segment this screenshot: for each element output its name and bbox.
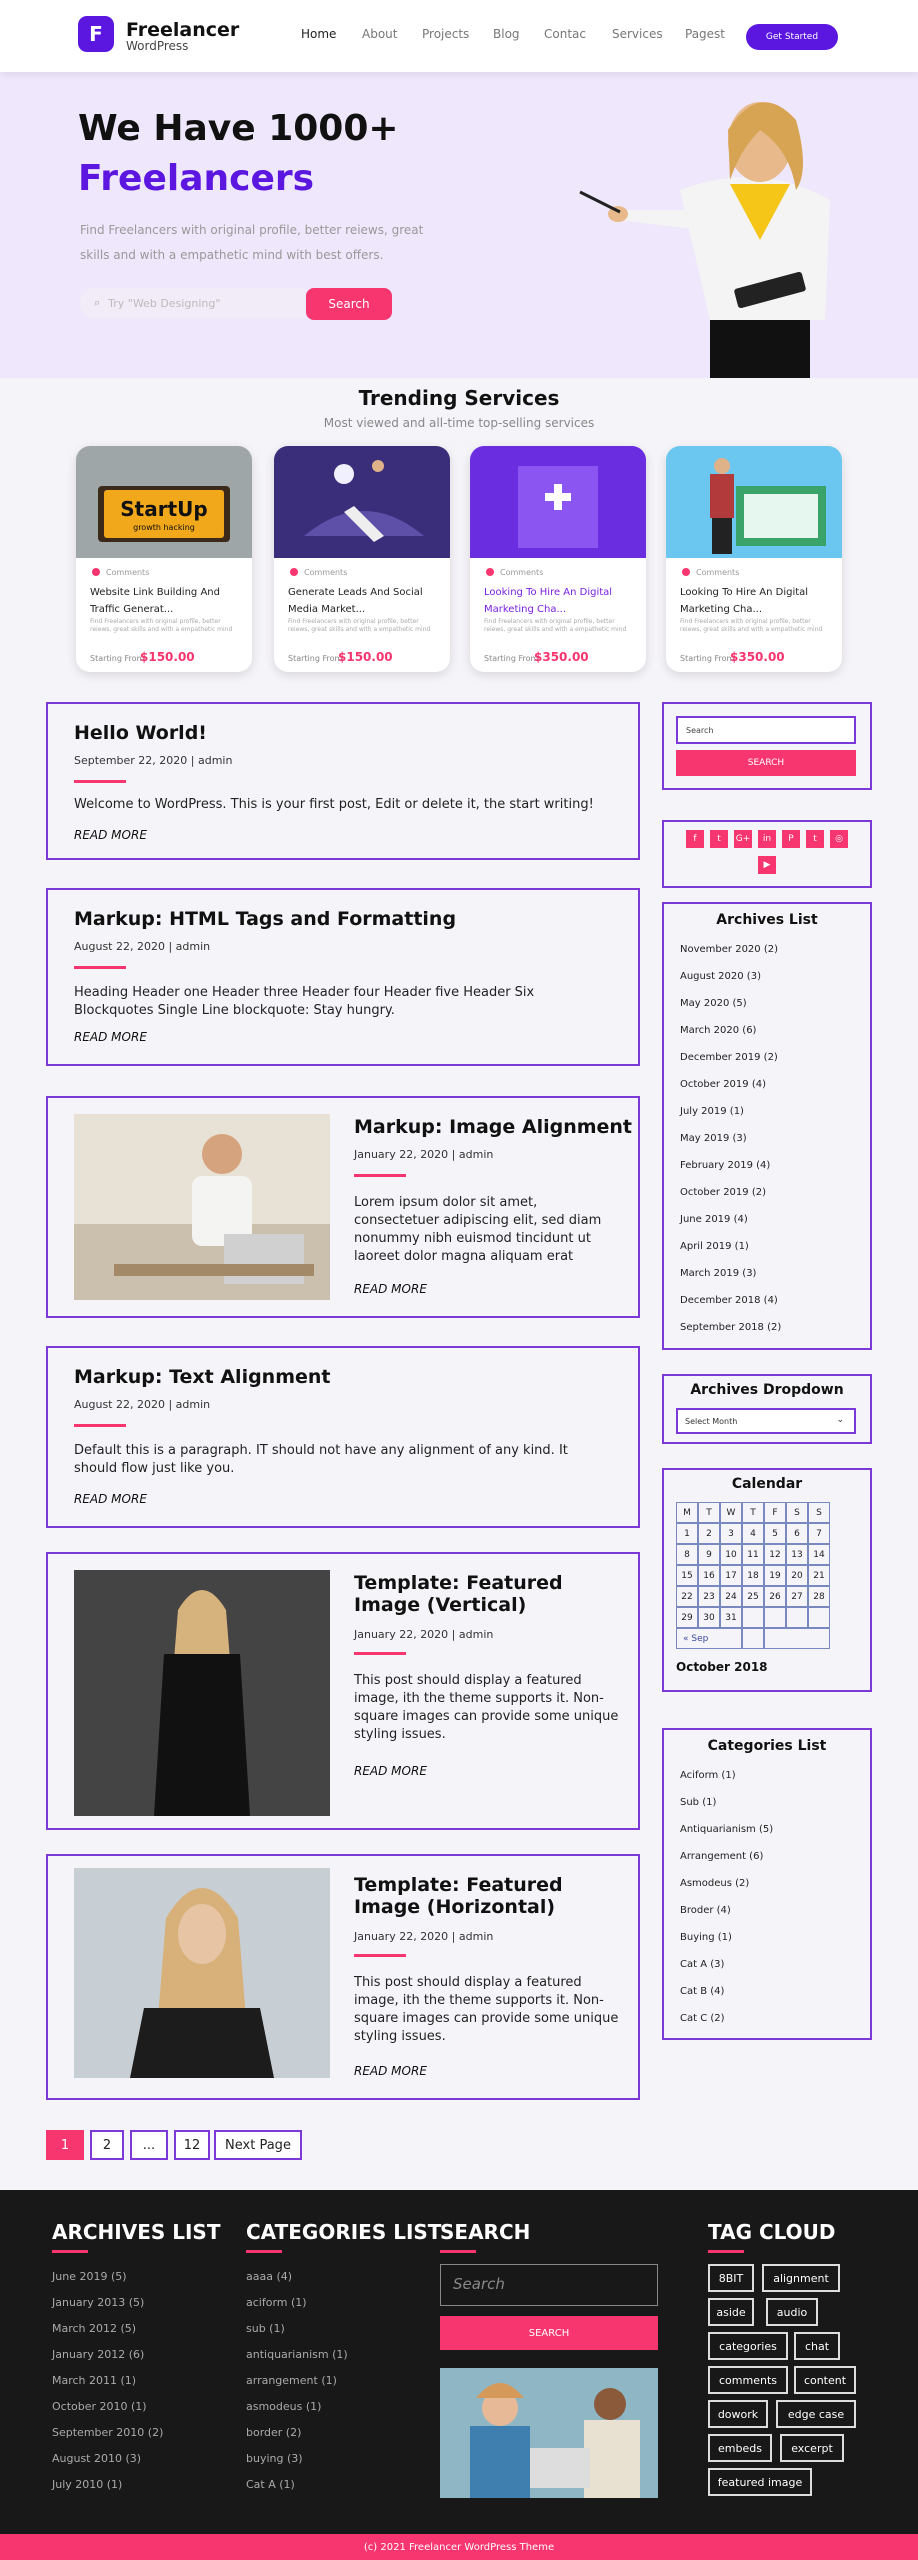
service-card[interactable] xyxy=(76,446,252,672)
post-meta: August 22, 2020 | admin xyxy=(74,1398,211,1411)
hero-title-highlight: Freelancers xyxy=(78,158,315,199)
calendar-day: 6 xyxy=(786,1523,808,1544)
card-title[interactable]: Generate Leads And Social Media Market... xyxy=(288,587,423,615)
site-header xyxy=(0,0,918,72)
footer-category-link[interactable]: antiquarianism (1) xyxy=(246,2348,348,2361)
trending-title: Trending Services xyxy=(358,386,560,410)
calendar-day: 31 xyxy=(720,1607,742,1628)
search-widget xyxy=(662,702,872,790)
read-more-link[interactable]: READ MORE xyxy=(74,1030,147,1044)
nav-home[interactable]: Home xyxy=(301,27,337,41)
twitter-icon[interactable]: t xyxy=(710,830,728,848)
archives-select-value: Select Month xyxy=(685,1417,738,1426)
calendar-day-header: F xyxy=(764,1502,786,1523)
category-link[interactable]: Arrangement (6) xyxy=(680,1851,764,1862)
archive-link[interactable]: October 2019 (2) xyxy=(680,1187,766,1198)
calendar-day xyxy=(742,1607,764,1628)
calendar-day: 27 xyxy=(786,1586,808,1607)
footer-archive-link[interactable]: September 2010 (2) xyxy=(52,2426,164,2439)
post-divider xyxy=(354,1652,406,1655)
calendar-day: 12 xyxy=(764,1544,786,1565)
card-description: Find Freelancers with original profile, better reiews, great skills and with a empathetic mind xyxy=(680,618,823,633)
footer-archive-link[interactable]: January 2012 (6) xyxy=(52,2348,145,2361)
linkedin-icon[interactable]: in xyxy=(758,830,776,848)
service-card[interactable] xyxy=(274,446,450,672)
post-excerpt: Lorem ipsum dolor sit amet, consectetuer adipiscing elit, sed diam nonummy nibh euismod tincidunt ut laoreet dolor magna aliquam erat xyxy=(354,1195,602,1264)
calendar-day xyxy=(808,1607,830,1628)
calendar-day: 13 xyxy=(786,1544,808,1565)
post-title[interactable]: Hello World! xyxy=(74,722,207,744)
post-title[interactable]: Markup: Image Alignment xyxy=(354,1116,633,1138)
hero-title: We Have 1000+ xyxy=(78,108,399,149)
tag-link[interactable]: audio xyxy=(766,2298,818,2326)
categories-widget xyxy=(662,1728,872,2040)
brand-name[interactable]: Freelancer xyxy=(126,19,240,41)
post-divider xyxy=(74,1424,126,1427)
read-more-link[interactable]: READ MORE xyxy=(74,1492,147,1506)
calendar-day: 8 xyxy=(676,1544,698,1565)
facebook-icon[interactable]: f xyxy=(686,830,704,848)
tag-link[interactable]: embeds xyxy=(708,2434,772,2462)
calendar-day xyxy=(786,1607,808,1628)
businessman-image xyxy=(666,446,842,558)
calendar-month: October 2018 xyxy=(676,1660,768,1674)
nav-projects[interactable]: Projects xyxy=(422,27,470,41)
page-1[interactable]: 1 xyxy=(46,2130,84,2160)
footer-archive-link[interactable]: January 2013 (5) xyxy=(52,2296,145,2309)
calendar-day: 26 xyxy=(764,1586,786,1607)
youtube-icon[interactable]: ▶ xyxy=(758,856,776,874)
man-laptop-image xyxy=(74,1114,330,1300)
archive-link[interactable]: July 2019 (1) xyxy=(680,1106,744,1117)
calendar-day-header: S xyxy=(786,1502,808,1523)
post-divider xyxy=(354,1174,406,1177)
trending-subtitle: Most viewed and all-time top-selling services xyxy=(323,416,595,430)
calendar-day-header: M xyxy=(676,1502,698,1523)
calendar-day: 3 xyxy=(720,1523,742,1544)
service-card[interactable] xyxy=(470,446,646,672)
category-link[interactable]: Antiquarianism (5) xyxy=(680,1824,774,1835)
card-price: $350.00 xyxy=(730,650,785,664)
card-title[interactable]: Website Link Building And Traffic Generat... xyxy=(90,587,220,615)
calendar-day: 21 xyxy=(808,1565,830,1586)
archive-link[interactable]: September 2018 (2) xyxy=(680,1322,782,1333)
sidebar-search-button[interactable]: SEARCH xyxy=(676,750,856,776)
archives-title: Archives List xyxy=(716,912,818,928)
card-comments: Comments xyxy=(92,568,149,577)
startup-sign-sub: growth hacking xyxy=(133,523,195,532)
categories-title: Categories List xyxy=(707,1738,827,1754)
archive-link[interactable]: December 2018 (4) xyxy=(680,1295,778,1306)
tag-link[interactable]: dowork xyxy=(708,2400,768,2428)
calendar-day: 29 xyxy=(676,1607,698,1628)
tag-link[interactable]: content xyxy=(794,2366,856,2394)
card-starting-label: Starting From xyxy=(90,654,145,663)
google-plus-icon[interactable]: G+ xyxy=(734,830,752,848)
next-page-button[interactable]: Next Page xyxy=(214,2130,302,2160)
calendar-day: 22 xyxy=(676,1586,698,1607)
archive-link[interactable]: April 2019 (1) xyxy=(680,1241,749,1252)
post-meta: January 22, 2020 | admin xyxy=(354,1930,494,1943)
calendar-day: 5 xyxy=(764,1523,786,1544)
post-card xyxy=(46,1552,640,1830)
post-excerpt: Default this is a paragraph. IT should not have any alignment of any kind. It should flow just like you. xyxy=(74,1443,568,1476)
footer-category-link[interactable]: sub (1) xyxy=(246,2322,285,2335)
logo-icon[interactable]: F xyxy=(78,16,114,52)
hero-search-input[interactable] xyxy=(80,288,305,318)
footer-divider xyxy=(246,2250,282,2253)
archive-link[interactable]: March 2019 (3) xyxy=(680,1268,757,1279)
sidebar-search-input[interactable]: Search xyxy=(676,716,856,744)
calendar-day: 18 xyxy=(742,1565,764,1586)
tag-link[interactable]: alignment xyxy=(762,2264,840,2292)
footer-divider xyxy=(708,2250,744,2253)
post-card xyxy=(46,1096,640,1318)
nav-services[interactable]: Services xyxy=(612,27,663,41)
archive-link[interactable]: December 2019 (2) xyxy=(680,1052,778,1063)
footer-category-link[interactable]: border (2) xyxy=(246,2426,302,2439)
tag-link[interactable]: categories xyxy=(708,2332,788,2360)
card-price: $350.00 xyxy=(534,650,589,664)
brand-sub: WordPress xyxy=(126,39,189,53)
tumblr-icon[interactable]: t xyxy=(806,830,824,848)
archive-link[interactable]: February 2019 (4) xyxy=(680,1160,771,1171)
calendar-day: 17 xyxy=(720,1565,742,1586)
footer-category-link[interactable]: aaaa (4) xyxy=(246,2270,293,2283)
copyright-bar: (c) 2021 Freelancer WordPress Theme xyxy=(0,2534,918,2560)
footer-search-title: SEARCH xyxy=(440,2220,531,2244)
get-started-button[interactable]: Get Started xyxy=(746,24,838,50)
tag-link[interactable]: featured image xyxy=(708,2468,812,2496)
footer-search-input[interactable]: Search xyxy=(440,2264,658,2306)
post-title[interactable]: Markup: Text Alignment xyxy=(74,1366,331,1388)
card-price: $150.00 xyxy=(140,650,195,664)
archive-link[interactable]: May 2020 (5) xyxy=(680,998,747,1009)
calendar-day: 14 xyxy=(808,1544,830,1565)
category-link[interactable]: Cat A (3) xyxy=(680,1959,725,1970)
category-link[interactable]: Asmodeus (2) xyxy=(680,1878,750,1889)
card-title[interactable]: Looking To Hire An Digital Marketing Cha... xyxy=(680,587,809,615)
archive-link[interactable]: March 2020 (6) xyxy=(680,1025,757,1036)
post-excerpt: Welcome to WordPress. This is your first post, Edit or delete it, the start writing! xyxy=(74,797,594,812)
calendar-prev-link[interactable]: « Sep xyxy=(676,1628,742,1649)
post-title[interactable]: Template: Featured Image (Horizontal) xyxy=(354,1874,563,1918)
tag-link[interactable]: excerpt xyxy=(780,2434,844,2462)
woman-black-suit-image xyxy=(74,1570,330,1816)
chevron-down-icon: ⌄ xyxy=(836,1415,844,1425)
footer-divider xyxy=(440,2250,476,2253)
nav-contact[interactable]: Contac xyxy=(544,27,586,41)
calendar-day-header: T xyxy=(742,1502,764,1523)
calendar-day: 23 xyxy=(698,1586,720,1607)
instagram-icon[interactable]: ◎ xyxy=(830,830,848,848)
card-description: Find Freelancers with original profile, better reiews, great skills and with a empathetic mind xyxy=(484,618,627,633)
archive-link[interactable]: November 2020 (2) xyxy=(680,944,778,955)
archive-link[interactable]: August 2020 (3) xyxy=(680,971,761,982)
calendar-day: 7 xyxy=(808,1523,830,1544)
card-starting-label: Starting From xyxy=(288,654,343,663)
hero-search-placeholder: Try "Web Designing" xyxy=(108,296,221,310)
marketing-image xyxy=(470,446,646,558)
nav-blog[interactable]: Blog xyxy=(493,27,520,41)
archive-link[interactable]: June 2019 (4) xyxy=(680,1214,748,1225)
service-card[interactable] xyxy=(666,446,842,672)
post-card xyxy=(46,1854,640,2100)
read-more-link[interactable]: READ MORE xyxy=(74,828,147,842)
search-icon: ⌕ xyxy=(94,296,101,309)
calendar-day: 4 xyxy=(742,1523,764,1544)
startup-image xyxy=(76,446,252,558)
nav-pages[interactable]: Pagest xyxy=(685,27,726,41)
card-comments: Comments xyxy=(486,568,543,577)
footer-category-link[interactable]: Cat A (1) xyxy=(246,2478,295,2491)
calendar-grid xyxy=(676,1502,830,1652)
calendar-day: 30 xyxy=(698,1607,720,1628)
card-comments: Comments xyxy=(290,568,347,577)
post-card xyxy=(46,1346,640,1528)
tag-link[interactable]: edge case xyxy=(776,2400,856,2428)
nav-about[interactable]: About xyxy=(362,27,398,41)
site-footer xyxy=(0,2190,918,2534)
post-meta: January 22, 2020 | admin xyxy=(354,1628,494,1641)
tag-link[interactable]: 8BIT xyxy=(708,2264,754,2292)
post-meta: August 22, 2020 | admin xyxy=(74,940,211,953)
calendar-widget xyxy=(662,1468,872,1692)
footer-archive-link[interactable]: July 2010 (1) xyxy=(52,2478,123,2491)
post-meta: January 22, 2020 | admin xyxy=(354,1148,494,1161)
calendar-day: 15 xyxy=(676,1565,698,1586)
category-link[interactable]: Cat B (4) xyxy=(680,1986,725,1997)
hero-person-illustration xyxy=(560,80,860,378)
post-excerpt: This post should display a featured image, ith the theme supports it. Non-square images can provide some unique styling issues. xyxy=(354,1673,619,1742)
archive-link[interactable]: October 2019 (4) xyxy=(680,1079,766,1090)
footer-category-link[interactable]: asmodeus (1) xyxy=(246,2400,322,2413)
calendar-day: 2 xyxy=(698,1523,720,1544)
post-excerpt: Heading Header one Header three Header four Header five Header Six Blockquotes Single Line blockquote: Stay hungry. xyxy=(74,985,535,1018)
footer-archive-link[interactable]: March 2012 (5) xyxy=(52,2322,137,2335)
calendar-day: 28 xyxy=(808,1586,830,1607)
calendar-day: 9 xyxy=(698,1544,720,1565)
post-card xyxy=(46,888,640,1066)
archives-dropdown-widget xyxy=(662,1374,872,1444)
footer-archive-link[interactable]: August 2010 (3) xyxy=(52,2452,142,2465)
calendar-empty xyxy=(764,1628,830,1649)
hero-search-button[interactable]: Search xyxy=(306,288,392,320)
category-link[interactable]: Sub (1) xyxy=(680,1797,717,1808)
footer-archive-link[interactable]: March 2011 (1) xyxy=(52,2374,137,2387)
calendar-day: 1 xyxy=(676,1523,698,1544)
tag-link[interactable]: comments xyxy=(708,2366,788,2394)
startup-sign-text: StartUp xyxy=(120,497,208,521)
card-starting-label: Starting From xyxy=(484,654,539,663)
post-card xyxy=(46,702,640,860)
footer-divider xyxy=(52,2250,88,2253)
archives-select[interactable] xyxy=(676,1408,856,1434)
footer-archives-title: ARCHIVES LIST xyxy=(52,2220,221,2244)
calendar-day-header: S xyxy=(808,1502,830,1523)
calendar-day: 16 xyxy=(698,1565,720,1586)
footer-category-link[interactable]: aciform (1) xyxy=(246,2296,307,2309)
page-12[interactable]: 12 xyxy=(174,2130,210,2160)
page-2[interactable]: 2 xyxy=(90,2130,124,2160)
calendar-day: 25 xyxy=(742,1586,764,1607)
hero-description: Find Freelancers with original profile, better reiews, great skills and with a empathetic mind with best offers. xyxy=(80,223,424,262)
card-description: Find Freelancers with original profile, better reiews, great skills and with a empathetic mind xyxy=(90,618,233,633)
post-title[interactable]: Template: Featured Image (Vertical) xyxy=(354,1572,563,1616)
calendar-day-header: W xyxy=(720,1502,742,1523)
calendar-day-header: T xyxy=(698,1502,720,1523)
read-more-link[interactable]: READ MORE xyxy=(354,1764,427,1778)
post-title[interactable]: Markup: HTML Tags and Formatting xyxy=(74,908,457,930)
card-starting-label: Starting From xyxy=(680,654,735,663)
footer-tags-title: TAG CLOUD xyxy=(708,2220,836,2244)
tag-link[interactable]: aside xyxy=(708,2298,754,2326)
footer-categories-title: CATEGORIES LIST xyxy=(246,2220,442,2244)
archives-widget xyxy=(662,902,872,1350)
page-ellipsis: ... xyxy=(130,2130,168,2160)
tag-link[interactable]: chat xyxy=(794,2332,840,2360)
post-divider xyxy=(74,780,126,783)
calendar-day: 19 xyxy=(764,1565,786,1586)
card-title[interactable]: Looking To Hire An Digital Marketing Cha... xyxy=(484,587,613,615)
rocket-image xyxy=(274,446,450,558)
card-description: Find Freelancers with original profile, better reiews, great skills and with a empathetic mind xyxy=(288,618,431,633)
calendar-empty xyxy=(742,1628,764,1649)
footer-archive-link[interactable]: June 2019 (5) xyxy=(52,2270,127,2283)
post-divider xyxy=(354,1954,406,1957)
calendar-day: 24 xyxy=(720,1586,742,1607)
post-meta: September 22, 2020 | admin xyxy=(74,754,233,767)
card-price: $150.00 xyxy=(338,650,393,664)
coworkers-image xyxy=(440,2368,658,2498)
card-comments: Comments xyxy=(682,568,739,577)
read-more-link[interactable]: READ MORE xyxy=(354,1282,427,1296)
category-link[interactable]: Buying (1) xyxy=(680,1932,732,1943)
archive-link[interactable]: May 2019 (3) xyxy=(680,1133,747,1144)
footer-category-link[interactable]: arrangement (1) xyxy=(246,2374,337,2387)
category-link[interactable]: Cat C (2) xyxy=(680,2013,725,2024)
post-excerpt: This post should display a featured image, ith the theme supports it. Non-square images can provide some unique styling issues. xyxy=(354,1975,619,2044)
read-more-link[interactable]: READ MORE xyxy=(354,2064,427,2078)
footer-category-link[interactable]: buying (3) xyxy=(246,2452,303,2465)
category-link[interactable]: Aciform (1) xyxy=(680,1770,736,1781)
footer-archive-link[interactable]: October 2010 (1) xyxy=(52,2400,147,2413)
footer-search-button[interactable]: SEARCH xyxy=(440,2316,658,2350)
archives-dropdown-title: Archives Dropdown xyxy=(690,1382,844,1398)
category-link[interactable]: Broder (4) xyxy=(680,1905,731,1916)
calendar-day: 10 xyxy=(720,1544,742,1565)
calendar-day: 11 xyxy=(742,1544,764,1565)
pinterest-icon[interactable]: P xyxy=(782,830,800,848)
post-divider xyxy=(74,966,126,969)
calendar-day: 20 xyxy=(786,1565,808,1586)
woman-smiling-image xyxy=(74,1868,330,2078)
calendar-day xyxy=(764,1607,786,1628)
calendar-title: Calendar xyxy=(731,1476,803,1492)
